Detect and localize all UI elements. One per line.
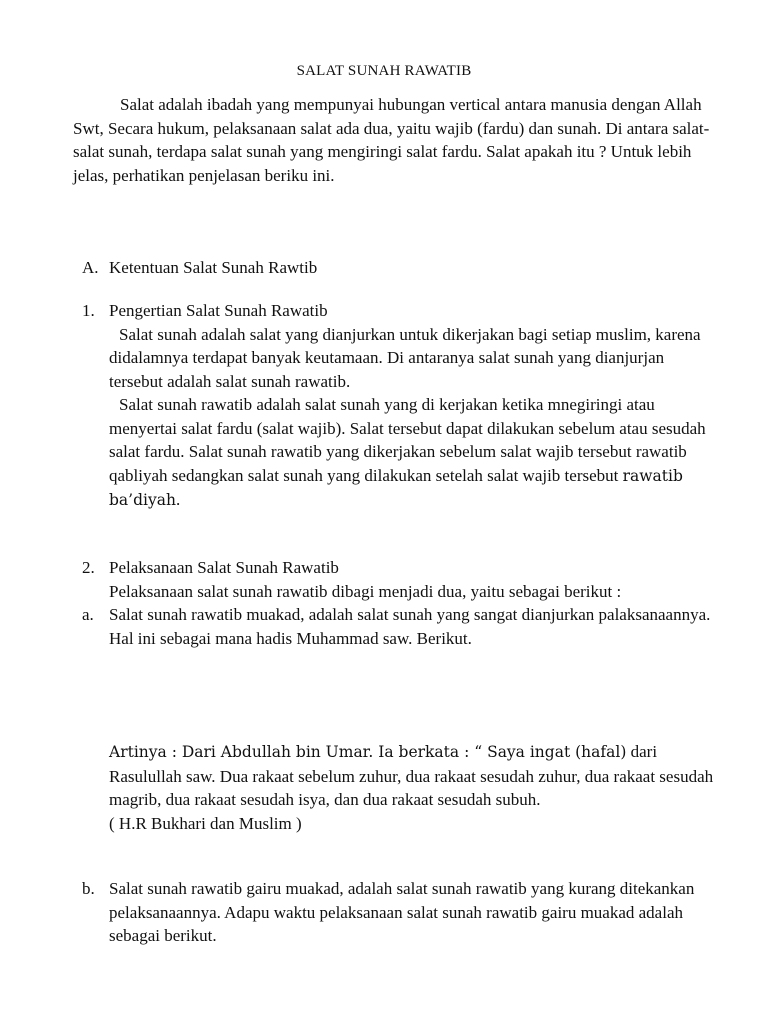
item-1-paragraph-2 <box>82 393 722 513</box>
item-1-p2-text: Salat sunah rawatib adalah salat sunah yang di kerjakan ketika mnegiringi atau menyertai salat fardu (salat wajib). Salat tersebut dapat dilakukan sebelum atau sesudah salat fardu. Salat sunah rawatib yang dikerjakan sebelum salat wajib tersebut rawatib qabliyah sedangkan salat sunah yang dilakukan setelah salat wajib tersebut <box>109 395 706 485</box>
item-2-intro: Pelaksanaan salat sunah rawatib dibagi menjadi dua, yaitu sebagai berikut : <box>109 581 622 601</box>
item-2 <box>82 556 722 650</box>
artinya-block <box>82 740 722 835</box>
item-a-marker: a. <box>82 605 94 624</box>
hadith-source: ( H.R Bukhari dan Muslim ) <box>109 813 302 833</box>
item-1-p2-end: . <box>175 490 181 509</box>
item-2-marker: 2. <box>82 558 95 577</box>
item-1 <box>82 299 722 513</box>
artinya-paragraph <box>82 740 722 812</box>
item-1-marker: 1. <box>82 301 95 320</box>
item-1-p1-text: Salat sunah adalah salat yang dianjurkan untuk dikerjakan bagi setiap muslim, karena didalamnya terdapat banyak keutamaan. Di antaranya salat sunah yang dianjurjan tersebut adalah salat sunah rawatib. <box>109 324 701 391</box>
intro-paragraph <box>73 93 713 187</box>
item-2-heading: Pelaksanaan Salat Sunah Rawatib <box>109 558 339 577</box>
intro-text: Salat adalah ibadah yang mempunyai hubungan vertical antara manusia dengan Allah Swt, Secara hukum, pelaksanaan salat ada dua, yaitu wajib (fardu) dan sunah. Di antara salat-salat sunah, terdapa salat sunah yang mengiringi salat fardu. Salat apakah itu ? Untuk lebih jelas, perhatikan penjelasan beriku ini. <box>73 95 710 185</box>
item-b <box>82 877 722 948</box>
section-a-heading: Ketentuan Salat Sunah Rawtib <box>109 258 318 277</box>
item-1-paragraph-1 <box>82 323 722 394</box>
artinya-lead: Artinya : Dari Abdullah bin Umar. Ia berkata : “ Saya ingat (hafal) <box>109 743 627 761</box>
item-a-text: Salat sunah rawatib muakad, adalah salat sunah yang sangat dianjurkan palaksanaannya. <box>109 605 711 624</box>
section-a <box>82 256 722 280</box>
item-b-marker: b. <box>82 879 95 898</box>
item-1-heading: Pengertian Salat Sunah Rawatib <box>109 301 328 320</box>
artinya-rest: dari Rasulullah saw. Dua rakaat sebelum zuhur, dua rakaat sesudah zuhur, dua rakaat sesudah magrib, dua rakaat sesudah isya, dan dua rakaat sesudah subuh. <box>109 742 714 809</box>
hadith-intro: Hal ini sebagai mana hadis Muhammad saw. Berikut. <box>109 628 472 648</box>
page-title: SALAT SUNAH RAWATIB <box>296 63 472 79</box>
section-a-marker: A. <box>82 258 99 277</box>
item-b-text: Salat sunah rawatib gairu muakad, adalah salat sunah rawatib yang kurang ditekankan pelaksanaannya. Adapu waktu pelaksanaan salat sunah rawatib gairu muakad adalah sebagai berikut. <box>109 879 695 945</box>
item-1-term: rawatib ba’diyah <box>109 466 683 509</box>
